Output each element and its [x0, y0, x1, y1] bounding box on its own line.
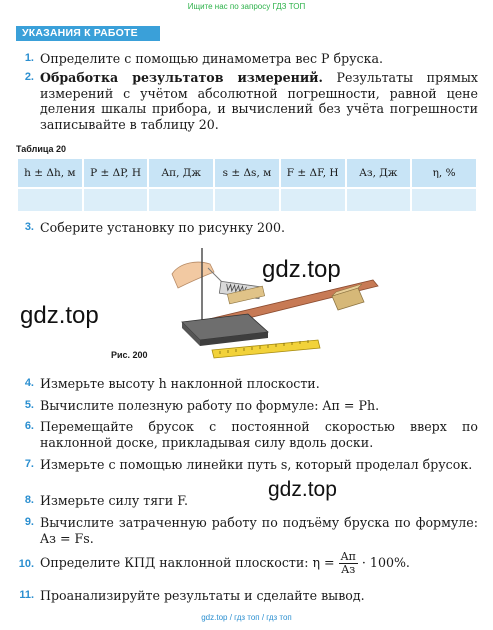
instruction-item-11	[19, 588, 478, 604]
top-note: Ищите нас по запросу ГДЗ ТОП	[187, 2, 306, 11]
instruction-item-3	[24, 220, 478, 236]
item-number: 11.	[19, 589, 34, 601]
hand-shape	[172, 262, 214, 288]
item-number: 5.	[24, 399, 34, 411]
item-number: 2.	[24, 71, 34, 83]
instruction-item-4	[24, 376, 478, 392]
item-text: Результаты прямых измерений с учётом абсолютной погрешности, равной цене деления шкалы прибора, и вычислений без учёта погрешности записывайте в таблицу 20.	[40, 70, 478, 132]
table-cell	[411, 188, 477, 212]
item-text: Определите КПД наклонной плоскости: η =	[40, 555, 335, 570]
item-number: 3.	[24, 221, 34, 233]
table-row	[17, 188, 477, 212]
instruction-item-5	[24, 398, 478, 414]
table-header-cell: h ± Δh, м	[17, 158, 83, 188]
item-text: Определите с помощью динамометра вес P бруска.	[40, 51, 383, 66]
table-header-cell: s ± Δs, м	[214, 158, 280, 188]
item-text: Соберите установку по рисунку 200.	[40, 220, 286, 235]
watermark: gdz.top	[268, 478, 337, 501]
instruction-item-10	[18, 550, 478, 576]
instruction-item-7	[24, 457, 478, 473]
table-header-cell: η, %	[411, 158, 477, 188]
table-cell	[17, 188, 83, 212]
table-cell	[346, 188, 412, 212]
item-number: 10.	[18, 558, 34, 570]
table-header-row	[17, 158, 477, 188]
footer: gdz.top / гдз топ / гдз топ	[201, 613, 292, 622]
fraction-denominator: Aз	[341, 563, 356, 576]
fraction-numerator: Aп	[340, 550, 356, 563]
item-tail: · 100%.	[361, 555, 410, 570]
watermark: gdz.top	[20, 302, 99, 329]
item-text: Измерьте силу тяги F.	[40, 493, 188, 508]
item-number: 4.	[24, 377, 34, 389]
table-caption: Таблица 20	[16, 144, 67, 154]
item-text: Перемещайте брусок с постоянной скоростью вверх по наклонной доске, прикладывая силу вдоль доски.	[40, 419, 478, 450]
instruction-item-1	[24, 51, 478, 67]
figure-caption: Рис. 200	[111, 350, 148, 360]
table-cell	[148, 188, 214, 212]
item-number: 6.	[24, 420, 34, 432]
item-text: Вычислите затраченную работу по подъёму бруска по формуле: Aз = Fs.	[40, 515, 478, 546]
table-cell	[214, 188, 280, 212]
table-header-cell: F ± ΔF, Н	[280, 158, 346, 188]
item-text: Проанализируйте результаты и сделайте вывод.	[40, 588, 365, 603]
measuring-ruler	[212, 340, 320, 358]
item-number: 9.	[24, 516, 34, 528]
section-header: УКАЗАНИЯ К РАБОТЕ	[16, 26, 160, 41]
efficiency-fraction	[339, 551, 358, 576]
table-cell	[83, 188, 149, 212]
table-header-cell: P ± ΔP, Н	[83, 158, 149, 188]
results-table	[16, 157, 478, 213]
instruction-item-2	[24, 70, 478, 132]
watermark: gdz.top	[262, 256, 341, 283]
item-text: Измерьте высоту h наклонной плоскости.	[40, 376, 320, 391]
instruction-item-9	[24, 515, 478, 546]
item-number: 7.	[24, 458, 34, 470]
table-cell	[280, 188, 346, 212]
item-text: Измерьте с помощью линейки путь s, который проделал брусок.	[40, 457, 473, 472]
item-bold-lead: Обработка результатов измерений.	[40, 70, 323, 85]
table-header-cell: Aп, Дж	[148, 158, 214, 188]
instruction-item-8	[24, 493, 478, 509]
item-number: 8.	[24, 494, 34, 506]
instruction-item-6	[24, 419, 478, 450]
item-text: Вычислите полезную работу по формуле: Aп = Ph.	[40, 398, 380, 413]
item-number: 1.	[24, 52, 34, 64]
table-header-cell: Aз, Дж	[346, 158, 412, 188]
